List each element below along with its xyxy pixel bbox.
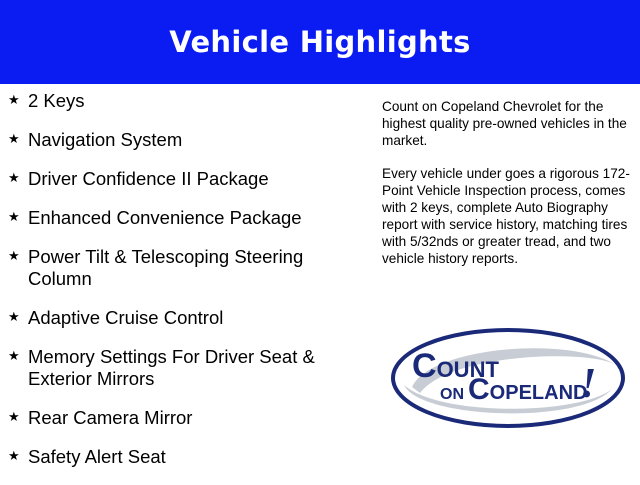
count-on-copeland-logo [390, 327, 626, 429]
star-icon: ★ [8, 248, 20, 263]
star-icon: ★ [8, 409, 20, 424]
feature-label: Power Tilt & Telescoping Steering Column [28, 246, 304, 289]
feature-item [8, 246, 338, 290]
logo-text-line2: ON COPELAND [440, 373, 588, 406]
feature-item [8, 346, 338, 390]
feature-item [8, 207, 338, 229]
feature-item [8, 129, 338, 151]
logo-exclamation: ! [580, 361, 597, 407]
page-title: Vehicle Highlights [169, 25, 471, 59]
feature-label: 2 Keys [28, 90, 85, 111]
star-icon: ★ [8, 170, 20, 185]
feature-label: Safety Alert Seat [28, 446, 166, 467]
description-paragraph: Count on Copeland Chevrolet for the highest quality pre-owned vehicles in the market. [382, 99, 627, 148]
star-icon: ★ [8, 309, 20, 324]
feature-label: Driver Confidence II Package [28, 168, 269, 189]
star-icon: ★ [8, 92, 20, 107]
feature-label: Enhanced Convenience Package [28, 207, 302, 228]
feature-label: Memory Settings For Driver Seat & Exterior Mirrors [28, 346, 315, 389]
feature-item [8, 407, 338, 429]
feature-item [8, 90, 338, 112]
header-banner [0, 0, 640, 84]
logo-text-line1: COUNT [412, 347, 499, 385]
feature-label: Rear Camera Mirror [28, 407, 193, 428]
star-icon: ★ [8, 448, 20, 463]
description-paragraph: Every vehicle under goes a rigorous 172-Point Vehicle Inspection process, comes with 2 keys, complete Auto Biography report with service history, matching tires with 5/32nds or greater tread, and two vehicle history reports. [382, 166, 630, 266]
feature-item [8, 446, 338, 468]
star-icon: ★ [8, 209, 20, 224]
star-icon: ★ [8, 131, 20, 146]
feature-item [8, 307, 338, 329]
feature-label: Navigation System [28, 129, 183, 150]
star-icon: ★ [8, 348, 20, 363]
feature-item [8, 168, 338, 190]
feature-label: Adaptive Cruise Control [28, 307, 224, 328]
feature-list [8, 90, 338, 485]
dealer-description [382, 98, 632, 283]
